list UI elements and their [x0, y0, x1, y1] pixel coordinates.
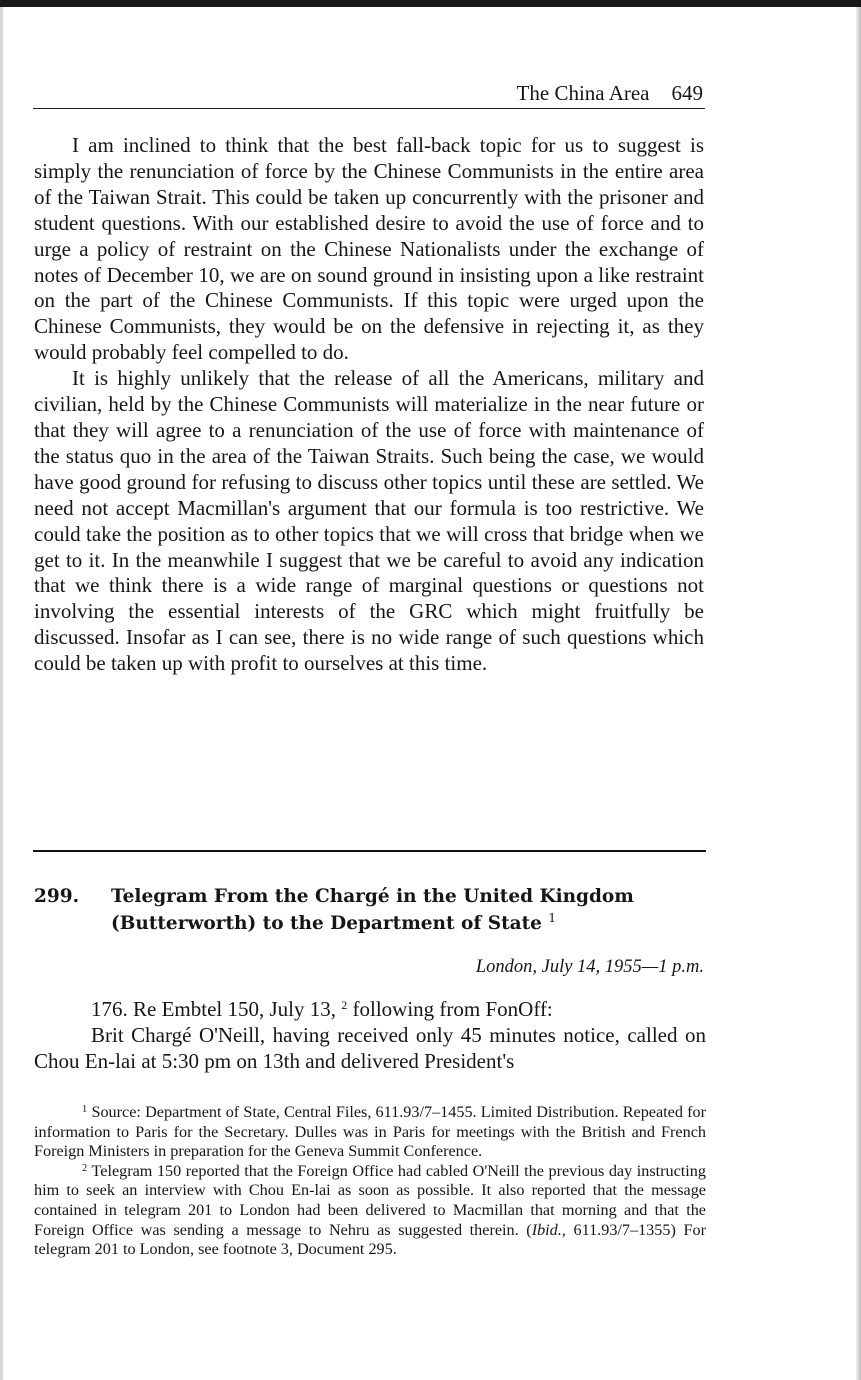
document-title-block	[111, 883, 706, 937]
footnote	[34, 1103, 706, 1162]
page-left-edge	[0, 7, 3, 1380]
footnotes	[34, 1103, 706, 1260]
footnote-marker: 1	[82, 1104, 88, 1115]
running-title: The China Area	[516, 81, 650, 105]
body-paragraph: It is highly unlikely that the release of all the Americans, military and civilian, held by the Chinese Communists will materialize in the near future or that they will agree to a renunciation of the use of force with maintenance of the status quo in the area of the Taiwan Straits. Such being the case, we would have good ground for refusing to discuss other topics until these are settled. We need not accept Macmillan's argument that our formula is too restrictive. We could take the position as to other topics that we will cross that bridge when we get to it. In the meanwhile I suggest that we be careful to avoid any indication that we think there is a wide range of marginal questions or questions not involving the essential interests of the GRC which might fruitfully be discussed. Insofar as I can see, there is no wide range of such questions which could be taken up with profit to ourselves at this time.	[34, 366, 704, 676]
memo-body	[34, 133, 704, 677]
footnote-text: Source: Department of State, Central Files, 611.93/7–1455. Limited Distribution. Repeated for information to Paris for the Secretary. Dulles was in Paris for meetings with the British and French Foreign Ministers in preparation for the Geneva Summit Conference.	[34, 1103, 706, 1161]
ibid-citation: Ibid.,	[531, 1220, 566, 1239]
telegram-paragraph: Brit Chargé O'Neill, having received only 45 minutes notice, called on Chou En-lai at 5:30 pm on 13th and delivered President's	[34, 1023, 706, 1073]
body-paragraph: I am inclined to think that the best fall-back topic for us to suggest is simply the renunciation of force by the Chinese Communists in the entire area of the Taiwan Strait. This could be taken up concurrently with the prisoner and student questions. With our established desire to avoid the use of force and to urge a policy of restraint on the Chinese Nationalists under the exchange of notes of December 10, we are on sound ground in insisting upon a like restraint on the part of the Chinese Communists. If this topic were urged upon the Chinese Communists, they would be on the defensive in rejecting it, as they would probably feel compelled to do.	[34, 133, 704, 365]
document-title: Telegram From the Chargé in the United Kingdom (Butterworth) to the Department of State	[111, 886, 634, 934]
footnote	[34, 1162, 706, 1260]
page-top-edge	[0, 0, 861, 7]
running-header	[33, 78, 705, 109]
page-right-edge	[856, 7, 861, 1380]
telegram-body	[34, 996, 706, 1074]
telegram-paragraph	[34, 996, 706, 1022]
document-number: 299.	[34, 886, 80, 907]
section-divider	[33, 850, 706, 852]
footnote-text: Telegram 150 reported that the Foreign Office had cabled O'Neill the previous day instructing him to seek an interview with Chou En-lai as soon as possible. It also reported that the message contained in telegram 201 to London had been delivered to Macmillan that morning and that the Foreign Office was sending a message to Nehru as suggested therein. (	[34, 1161, 706, 1239]
footnote-text-tail: 611.93/7–1355) For telegram 201 to London, see footnote 3, Document 295.	[34, 1220, 706, 1259]
page-number: 649	[671, 81, 703, 105]
telegram-ref-tail: following from FonOff:	[352, 997, 553, 1021]
document-heading	[34, 883, 706, 937]
footnote-marker: 2	[82, 1162, 88, 1174]
dateline: London, July 14, 1955—1 p.m.	[475, 957, 704, 977]
telegram-ref-text: 176. Re Embtel 150, July 13,	[91, 997, 336, 1021]
footnote-ref[interactable]: 1	[548, 911, 557, 925]
footnote-ref[interactable]: 2	[341, 998, 348, 1012]
